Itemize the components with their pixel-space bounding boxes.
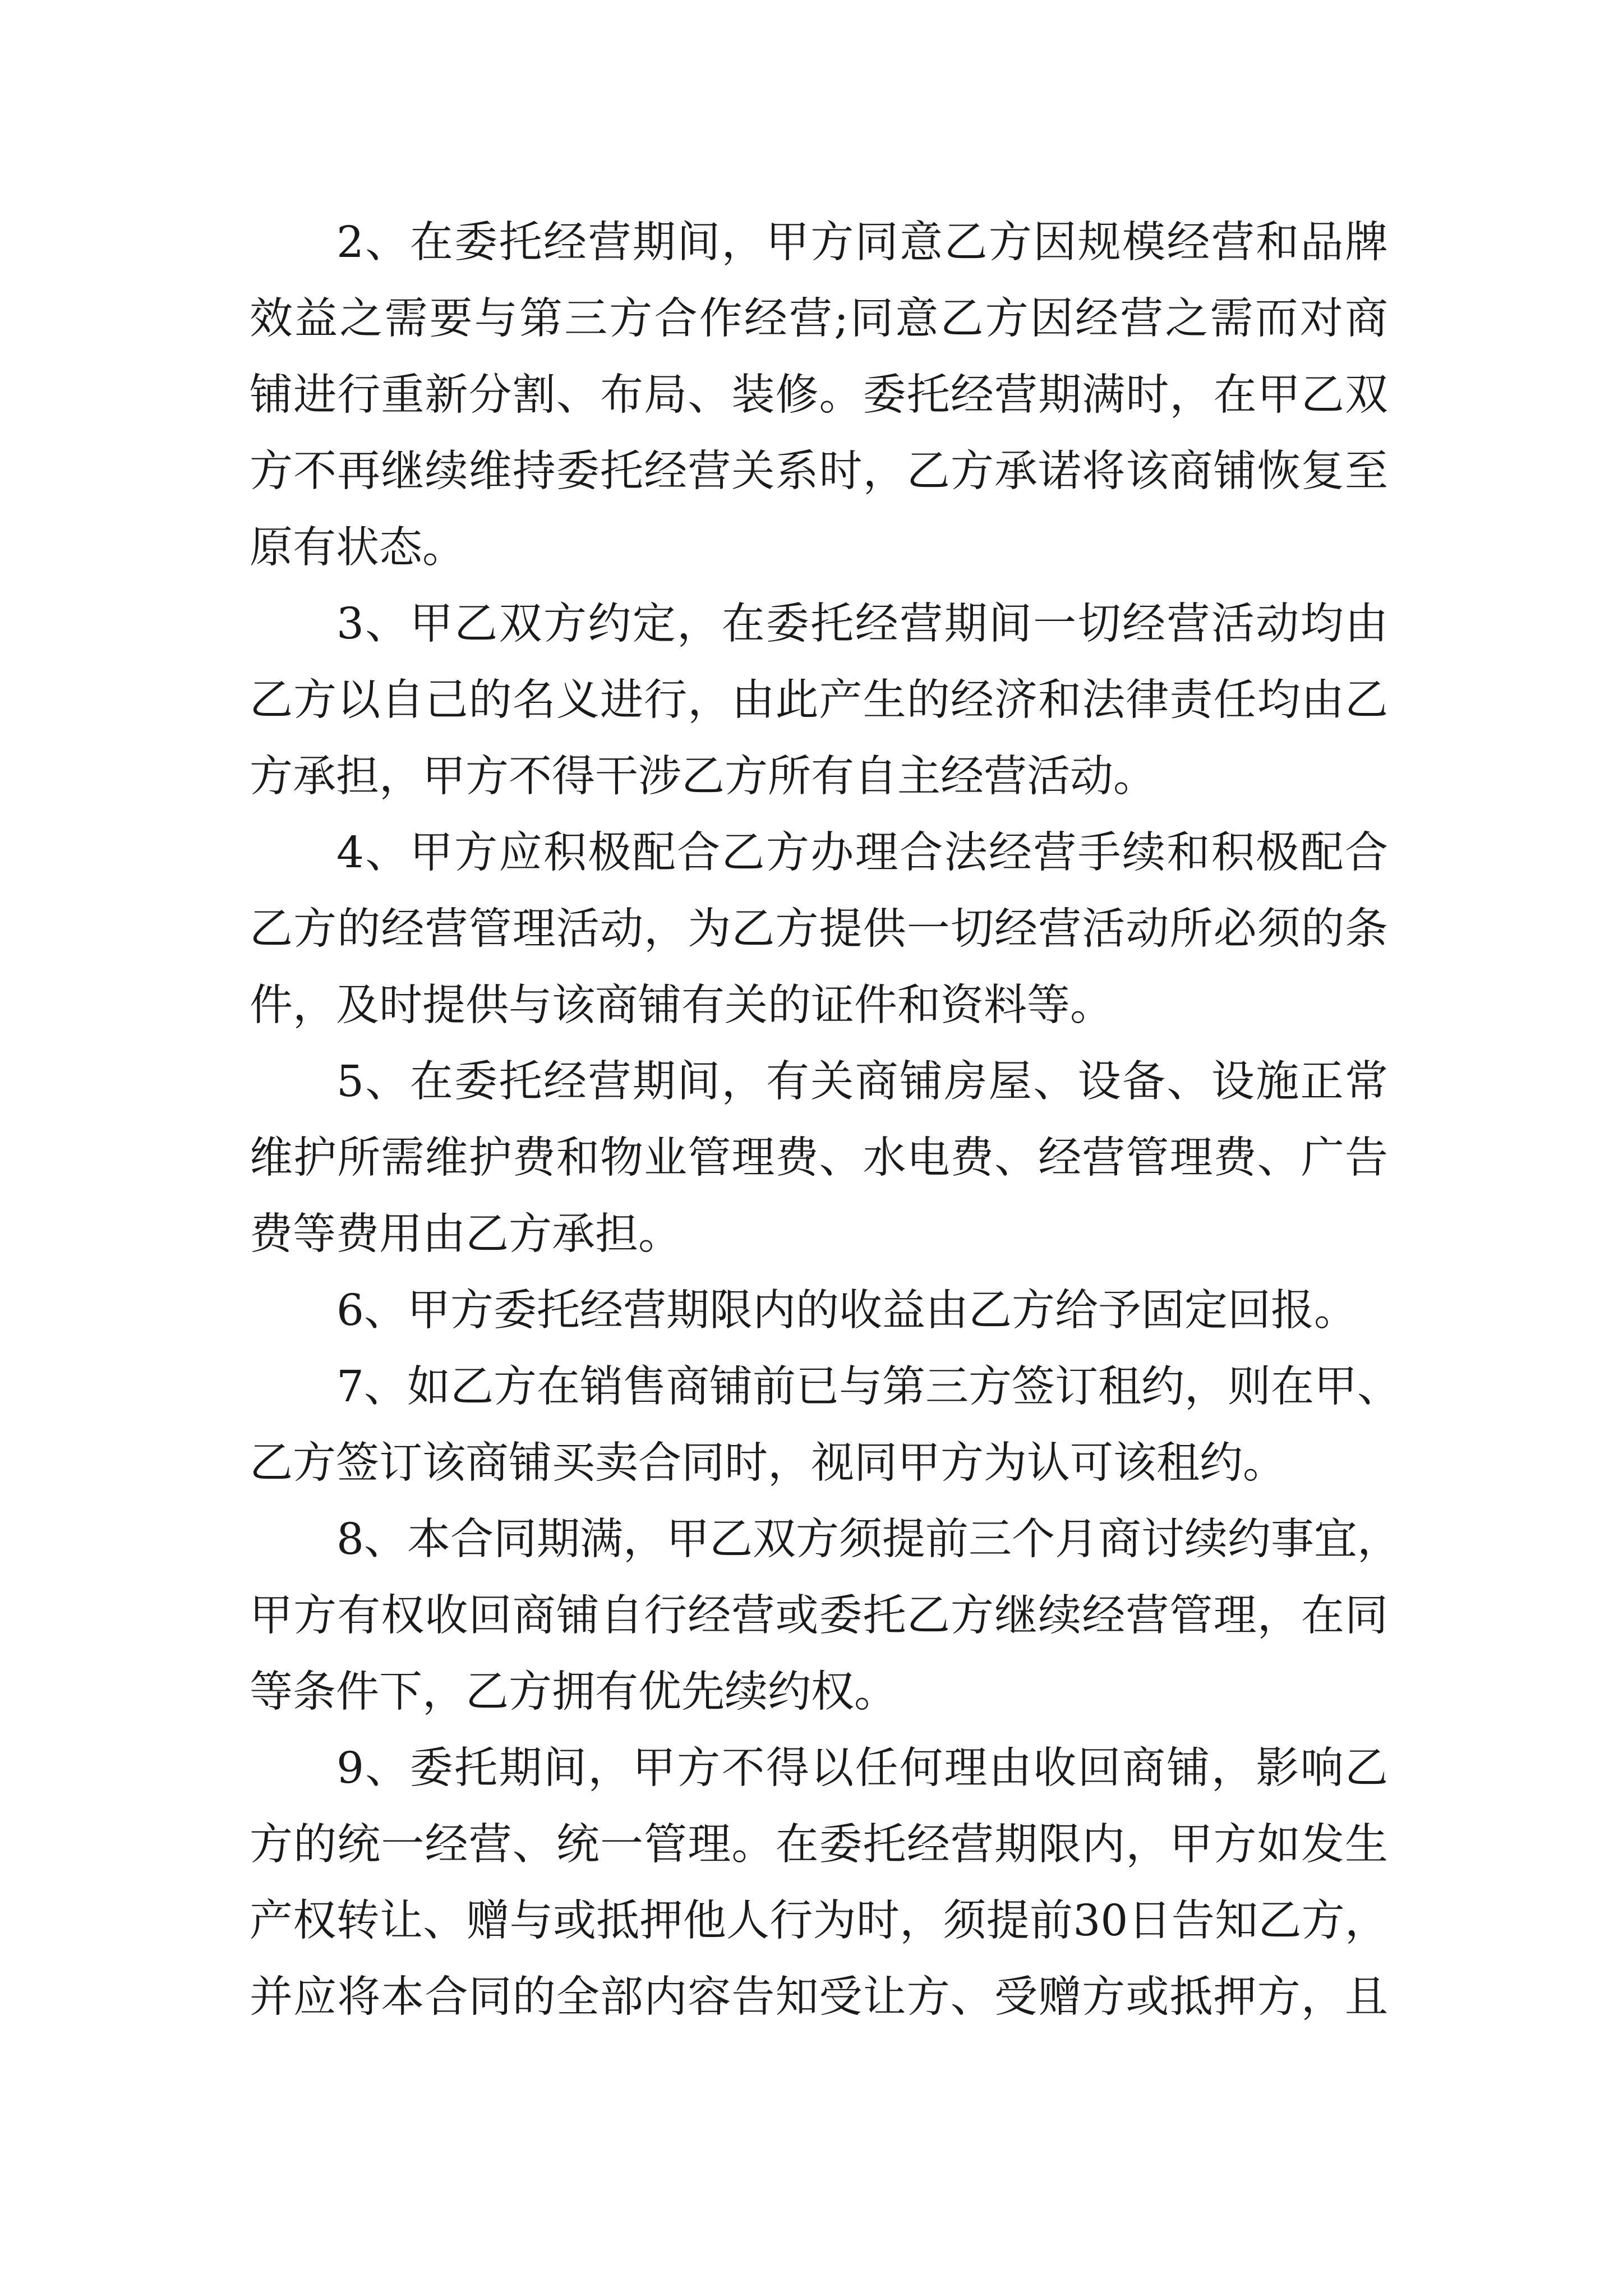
clause-2-line-3: 铺进行重新分割、布局、装修。委托经营期满时，在甲乙双 [250, 370, 1388, 420]
clause-6-line-1: 6、甲方委托经营期限内的收益由乙方给予固定回报。 [336, 1286, 1357, 1336]
clause-2-line-1: 2、在委托经营期间，甲方同意乙方因规模经营和品牌 [336, 218, 1388, 268]
clause-7-line-1: 7、如乙方在销售商铺前已与第三方签订租约，则在甲、 [336, 1362, 1400, 1412]
clause-9-line-2: 方的统一经营、统一管理。在委托经营期限内，甲方如发生 [250, 1820, 1388, 1870]
clause-9-line-1: 9、委托期间，甲方不得以任何理由收回商铺，影响乙 [336, 1743, 1388, 1793]
clause-6-paragraph [250, 1273, 1388, 1349]
clause-5-line-3: 费等费用由乙方承担。 [250, 1209, 681, 1259]
document-body [250, 205, 1400, 2036]
clause-2-line-5: 原有状态。 [250, 523, 465, 573]
clause-8-line-2: 甲方有权收回商铺自行经营或委托乙方继续经营管理，在同 [250, 1591, 1388, 1641]
clause-7-paragraph [250, 1349, 1400, 1502]
clause-8-paragraph [250, 1502, 1400, 1731]
clause-8-line-3: 等条件下，乙方拥有优先续约权。 [250, 1667, 897, 1717]
clause-5-line-2: 维护所需维护费和物业管理费、水电费、经营管理费、广告 [250, 1133, 1388, 1183]
clause-9-line-4: 并应将本合同的全部内容告知受让方、受赠方或抵押方，且 [250, 1972, 1388, 2022]
clause-2-line-2: 效益之需要与第三方合作经营;同意乙方因经营之需而对商 [250, 294, 1388, 344]
clause-2-line-4: 方不再继续维持委托经营关系时，乙方承诺将该商铺恢复至 [250, 447, 1388, 496]
clause-5-paragraph [250, 1044, 1388, 1273]
clause-7-line-2: 乙方签订该商铺买卖合同时，视同甲方为认可该租约。 [250, 1438, 1286, 1488]
clause-4-line-3: 件，及时提供与该商铺有关的证件和资料等。 [250, 981, 1113, 1030]
clause-5-line-1: 5、在委托经营期间，有关商铺房屋、设备、设施正常 [336, 1057, 1388, 1107]
clause-3-line-2: 乙方以自己的名义进行，由此产生的经济和法律责任均由乙 [250, 675, 1388, 725]
clause-3-line-1: 3、甲乙双方约定，在委托经营期间一切经营活动均由 [336, 599, 1388, 649]
clause-4-line-1: 4、甲方应积极配合乙方办理合法经营手续和积极配合 [336, 828, 1388, 878]
clause-4-paragraph [250, 815, 1388, 1044]
clause-3-line-3: 方承担，甲方不得干涉乙方所有自主经营活动。 [250, 752, 1156, 802]
clause-4-line-2: 乙方的经营管理活动，为乙方提供一切经营活动所必须的条 [250, 904, 1388, 954]
clause-9-line-3: 产权转让、赠与或抵押他人行为时，须提前30日告知乙方， [250, 1896, 1388, 1946]
clause-8-line-1: 8、本合同期满，甲乙双方须提前三个月商讨续约事宜， [336, 1515, 1400, 1565]
clause-9-paragraph [250, 1731, 1388, 2036]
clause-3-paragraph [250, 586, 1388, 815]
clause-2-paragraph [250, 205, 1388, 586]
